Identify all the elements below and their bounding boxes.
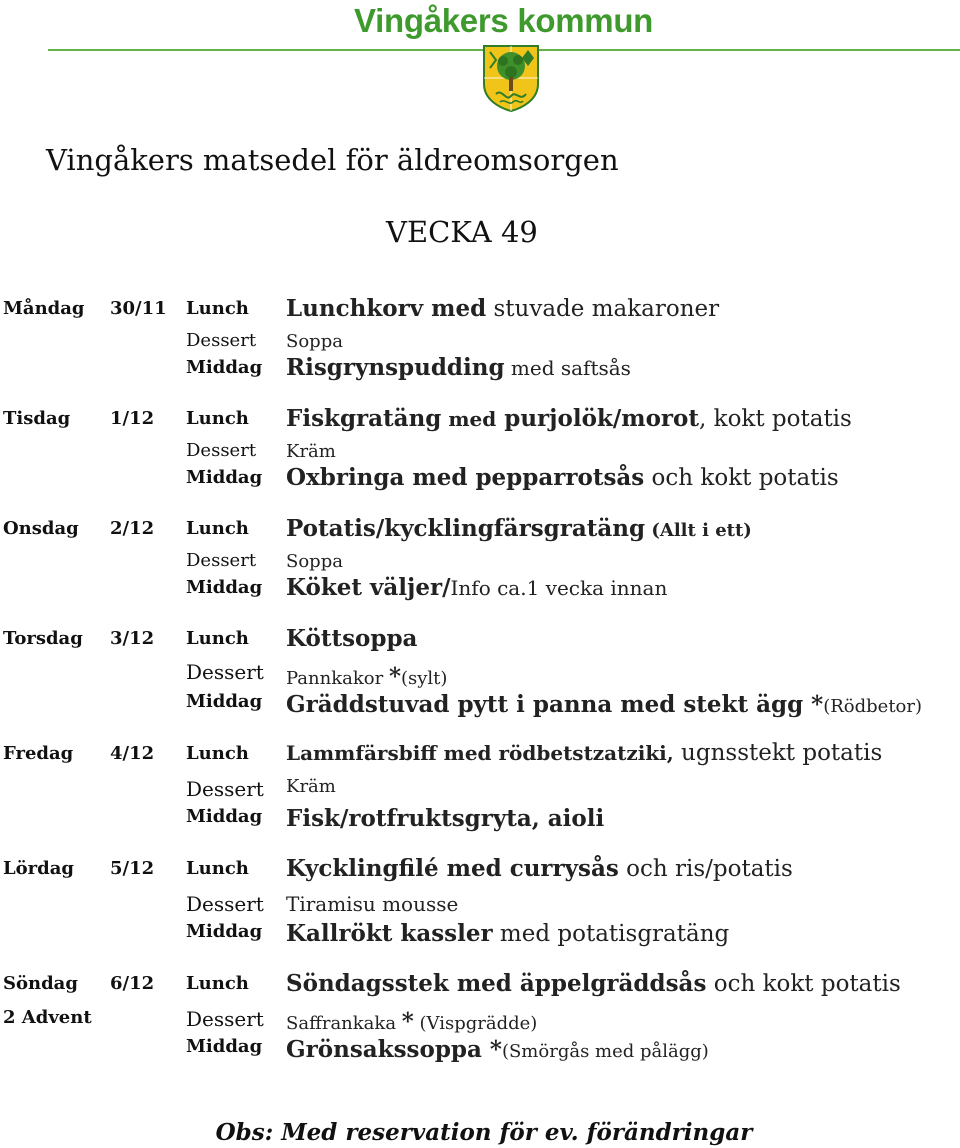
dessert-dish: Tiramisu mousse — [286, 892, 459, 916]
day-date: 4/12 — [110, 743, 155, 764]
day-date: 30/11 — [110, 298, 167, 319]
day-row-sunday — [0, 967, 960, 1072]
day-date: 6/12 — [110, 973, 155, 994]
middag-dish: Köket väljer/Info ca.1 vecka innan — [286, 574, 668, 601]
middag-label: Middag — [186, 1036, 263, 1057]
day-name: Lördag — [3, 858, 74, 879]
day-name: Torsdag — [3, 628, 83, 649]
week-heading: VECKA 49 — [386, 215, 538, 249]
lunch-label: Lunch — [186, 973, 249, 994]
lunch-dish: Lammfärsbiff med rödbetstzatziki, ugnsstekt potatis — [286, 740, 883, 766]
day-name: Söndag — [3, 973, 78, 994]
middag-dish: Kallrökt kassler med potatisgratäng — [286, 920, 730, 947]
dessert-label: Dessert — [186, 550, 257, 571]
day-row-wednesday — [0, 512, 960, 617]
day-date: 3/12 — [110, 628, 155, 649]
holiday-label: 2 Advent — [3, 1007, 92, 1028]
day-name: Måndag — [3, 298, 85, 319]
lunch-dish: Söndagsstek med äppelgräddsås och kokt potatis — [286, 970, 901, 997]
day-row-monday — [0, 292, 960, 397]
middag-label: Middag — [186, 691, 263, 712]
header-rule-left — [48, 49, 486, 51]
middag-dish: Grönsakssoppa *(Smörgås med pålägg) — [286, 1036, 709, 1063]
middag-label: Middag — [186, 806, 263, 827]
lunch-label: Lunch — [186, 518, 249, 539]
lunch-label: Lunch — [186, 298, 249, 319]
lunch-dish: Kycklingfilé med currysås och ris/potatis — [286, 855, 793, 882]
middag-label: Middag — [186, 467, 263, 488]
dessert-dish: Pannkakor *(sylt) — [286, 663, 448, 690]
lunch-dish: Potatis/kycklingfärsgratäng (Allt i ett) — [286, 515, 752, 542]
middag-dish: Oxbringa med pepparrotsås och kokt potatis — [286, 464, 839, 491]
middag-label: Middag — [186, 921, 263, 942]
dessert-label: Dessert — [186, 777, 264, 801]
day-name: Tisdag — [3, 408, 71, 429]
middag-label: Middag — [186, 357, 263, 378]
lunch-dish: Lunchkorv med stuvade makaroner — [286, 295, 720, 322]
middag-label: Middag — [186, 577, 263, 598]
dessert-label: Dessert — [186, 1007, 264, 1031]
brand-name: Vingåkers kommun — [354, 2, 654, 39]
middag-dish: Risgrynspudding med saftsås — [286, 354, 631, 381]
lunch-label: Lunch — [186, 408, 249, 429]
lunch-label: Lunch — [186, 628, 249, 649]
day-date: 1/12 — [110, 408, 155, 429]
coat-of-arms-icon — [482, 44, 540, 112]
day-name: Fredag — [3, 743, 74, 764]
lunch-dish: Fiskgratäng med purjolök/morot, kokt potatis — [286, 405, 852, 432]
day-row-friday — [0, 737, 960, 842]
lunch-label: Lunch — [186, 858, 249, 879]
dessert-dish: Saffrankaka * (Vispgrädde) — [286, 1008, 538, 1035]
day-date: 2/12 — [110, 518, 155, 539]
lunch-dish: Köttsoppa — [286, 625, 418, 652]
dessert-label: Dessert — [186, 330, 257, 351]
dessert-label: Dessert — [186, 440, 257, 461]
dessert-dish: Soppa — [286, 331, 343, 352]
day-row-thursday — [0, 622, 960, 727]
dessert-label: Dessert — [186, 892, 264, 916]
dessert-label: Dessert — [186, 660, 264, 684]
middag-dish: Fisk/rotfruktsgryta, aioli — [286, 805, 605, 832]
dessert-dish: Kräm — [286, 441, 336, 462]
dessert-dish: Soppa — [286, 551, 343, 572]
lunch-label: Lunch — [186, 743, 249, 764]
day-row-saturday — [0, 852, 960, 957]
page-title: Vingåkers matsedel för äldreomsorgen — [46, 143, 619, 177]
day-date: 5/12 — [110, 858, 155, 879]
dessert-dish: Kräm — [286, 776, 336, 797]
middag-dish: Gräddstuvad pytt i panna med stekt ägg *(Rödbetor) — [286, 691, 923, 718]
day-name: Onsdag — [3, 518, 79, 539]
day-row-tuesday — [0, 402, 960, 507]
header-rule-right — [538, 49, 960, 51]
reservation-note: Obs: Med reservation för ev. förändringar — [215, 1119, 753, 1146]
page-header — [0, 0, 960, 118]
